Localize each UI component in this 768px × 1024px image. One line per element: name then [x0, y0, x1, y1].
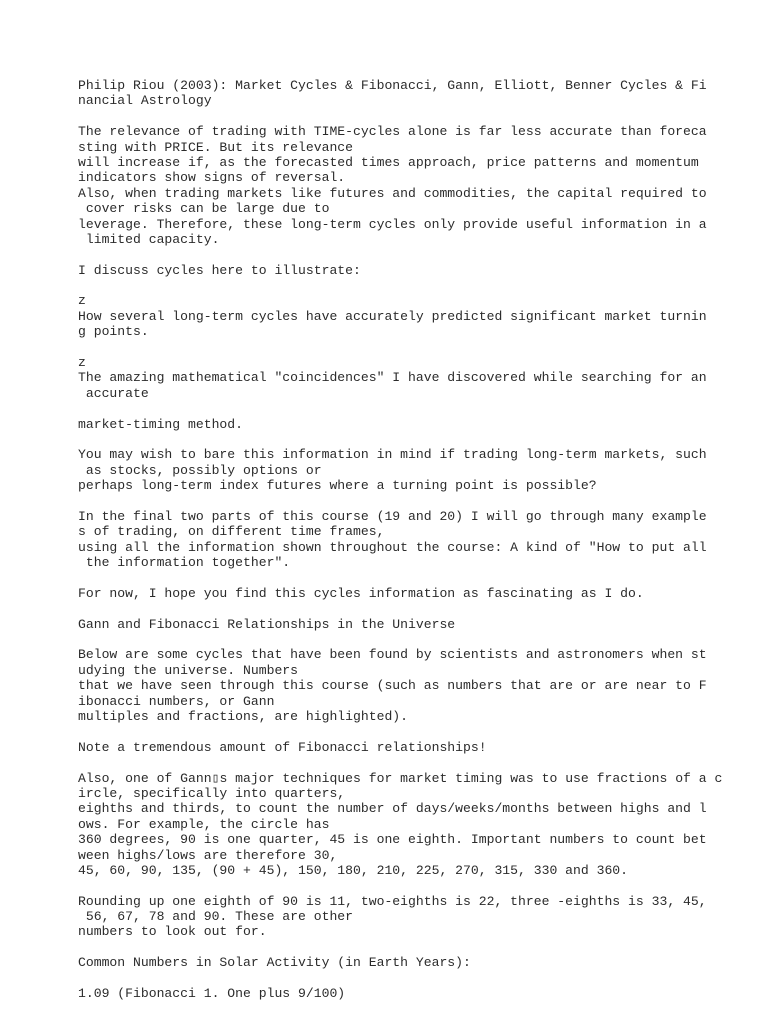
text-line: the information together".	[78, 555, 291, 571]
text-line: For now, I hope you find this cycles information as fascinating as I do.	[78, 585, 644, 601]
document-paragraph	[78, 124, 728, 247]
text-line: 45, 60, 90, 135, (90 + 45), 150, 180, 210, 225, 270, 315, 330 and 360.	[78, 862, 629, 878]
document-paragraph	[78, 771, 728, 879]
text-line: s of trading, on different time frames,	[78, 524, 385, 540]
text-line: 360 degrees, 90 is one quarter, 45 is one eighth. Important numbers to count bet	[78, 832, 707, 848]
text-line: Common Numbers in Solar Activity (in Earth Years):	[78, 955, 471, 971]
text-line: I discuss cycles here to illustrate:	[78, 262, 361, 278]
text-line: z	[78, 355, 86, 371]
text-line: 1.09 (Fibonacci 1. One plus 9/100)	[78, 986, 346, 1002]
text-line: How several long-term cycles have accurately predicted significant market turnin	[78, 308, 707, 324]
document-paragraph	[78, 955, 728, 970]
document-paragraph	[78, 586, 728, 601]
text-line: nancial Astrology	[78, 93, 212, 109]
document-paragraph	[78, 293, 728, 339]
document-paragraph	[78, 509, 728, 571]
text-line: ows. For example, the circle has	[78, 816, 330, 832]
document-paragraph	[78, 417, 728, 432]
document-paragraph	[78, 986, 728, 1001]
text-line: g points.	[78, 324, 149, 340]
document-paragraph	[78, 78, 728, 109]
text-line: The relevance of trading with TIME-cycles alone is far less accurate than foreca	[78, 124, 707, 140]
text-line: eighths and thirds, to count the number of days/weeks/months between highs and l	[78, 801, 707, 817]
text-line: numbers to look out for.	[78, 924, 267, 940]
document-paragraph	[78, 647, 728, 724]
text-line: limited capacity.	[78, 231, 220, 247]
text-line: leverage. Therefore, these long-term cycles only provide useful information in a	[78, 216, 707, 232]
text-line: 56, 67, 78 and 90. These are other	[78, 909, 354, 925]
text-line: z	[78, 293, 86, 309]
document-paragraph	[78, 355, 728, 401]
document-paragraph	[78, 894, 728, 940]
text-line: Philip Riou (2003): Market Cycles & Fibonacci, Gann, Elliott, Benner Cycles & Fi	[78, 78, 707, 93]
text-line: Rounding up one eighth of 90 is 11, two-eighths is 22, three -eighths is 33, 45,	[78, 893, 707, 909]
text-line: ween highs/lows are therefore 30,	[78, 847, 338, 863]
text-line: market-timing method.	[78, 416, 244, 432]
text-line: udying the universe. Numbers	[78, 662, 299, 678]
document-paragraph	[78, 740, 728, 755]
text-line: You may wish to bare this information in mind if trading long-term markets, such	[78, 447, 707, 463]
text-line: accurate	[78, 385, 149, 401]
text-line: sting with PRICE. But its relevance	[78, 139, 354, 155]
text-line: In the final two parts of this course (19 and 20) I will go through many example	[78, 508, 707, 524]
text-line: will increase if, as the forecasted times approach, price patterns and momentum	[78, 154, 699, 170]
text-line: multiples and fractions, are highlighted).	[78, 709, 409, 725]
text-line: Gann and Fibonacci Relationships in the Universe	[78, 616, 456, 632]
text-line: using all the information shown throughout the course: A kind of "How to put all	[78, 539, 707, 555]
text-line: Note a tremendous amount of Fibonacci relationships!	[78, 739, 487, 755]
document-paragraph	[78, 263, 728, 278]
text-line: cover risks can be large due to	[78, 201, 330, 217]
text-line: Below are some cycles that have been found by scientists and astronomers when st	[78, 647, 707, 663]
text-line: that we have seen through this course (such as numbers that are or are near to F	[78, 678, 707, 694]
text-line: as stocks, possibly options or	[78, 462, 322, 478]
text-line: ircle, specifically into quarters,	[78, 785, 346, 801]
document-paragraph	[78, 447, 728, 493]
text-line: perhaps long-term index futures where a turning point is possible?	[78, 478, 597, 494]
text-line: Also, when trading markets like futures and commodities, the capital required to	[78, 185, 707, 201]
document-body	[78, 78, 728, 1017]
document-paragraph	[78, 617, 728, 632]
text-line: Also, one of Gann▯s major techniques for market timing was to use fractions of a c	[78, 770, 723, 786]
text-line: indicators show signs of reversal.	[78, 170, 346, 186]
text-line: ibonacci numbers, or Gann	[78, 693, 275, 709]
text-line: The amazing mathematical "coincidences" I have discovered while searching for an	[78, 370, 707, 386]
